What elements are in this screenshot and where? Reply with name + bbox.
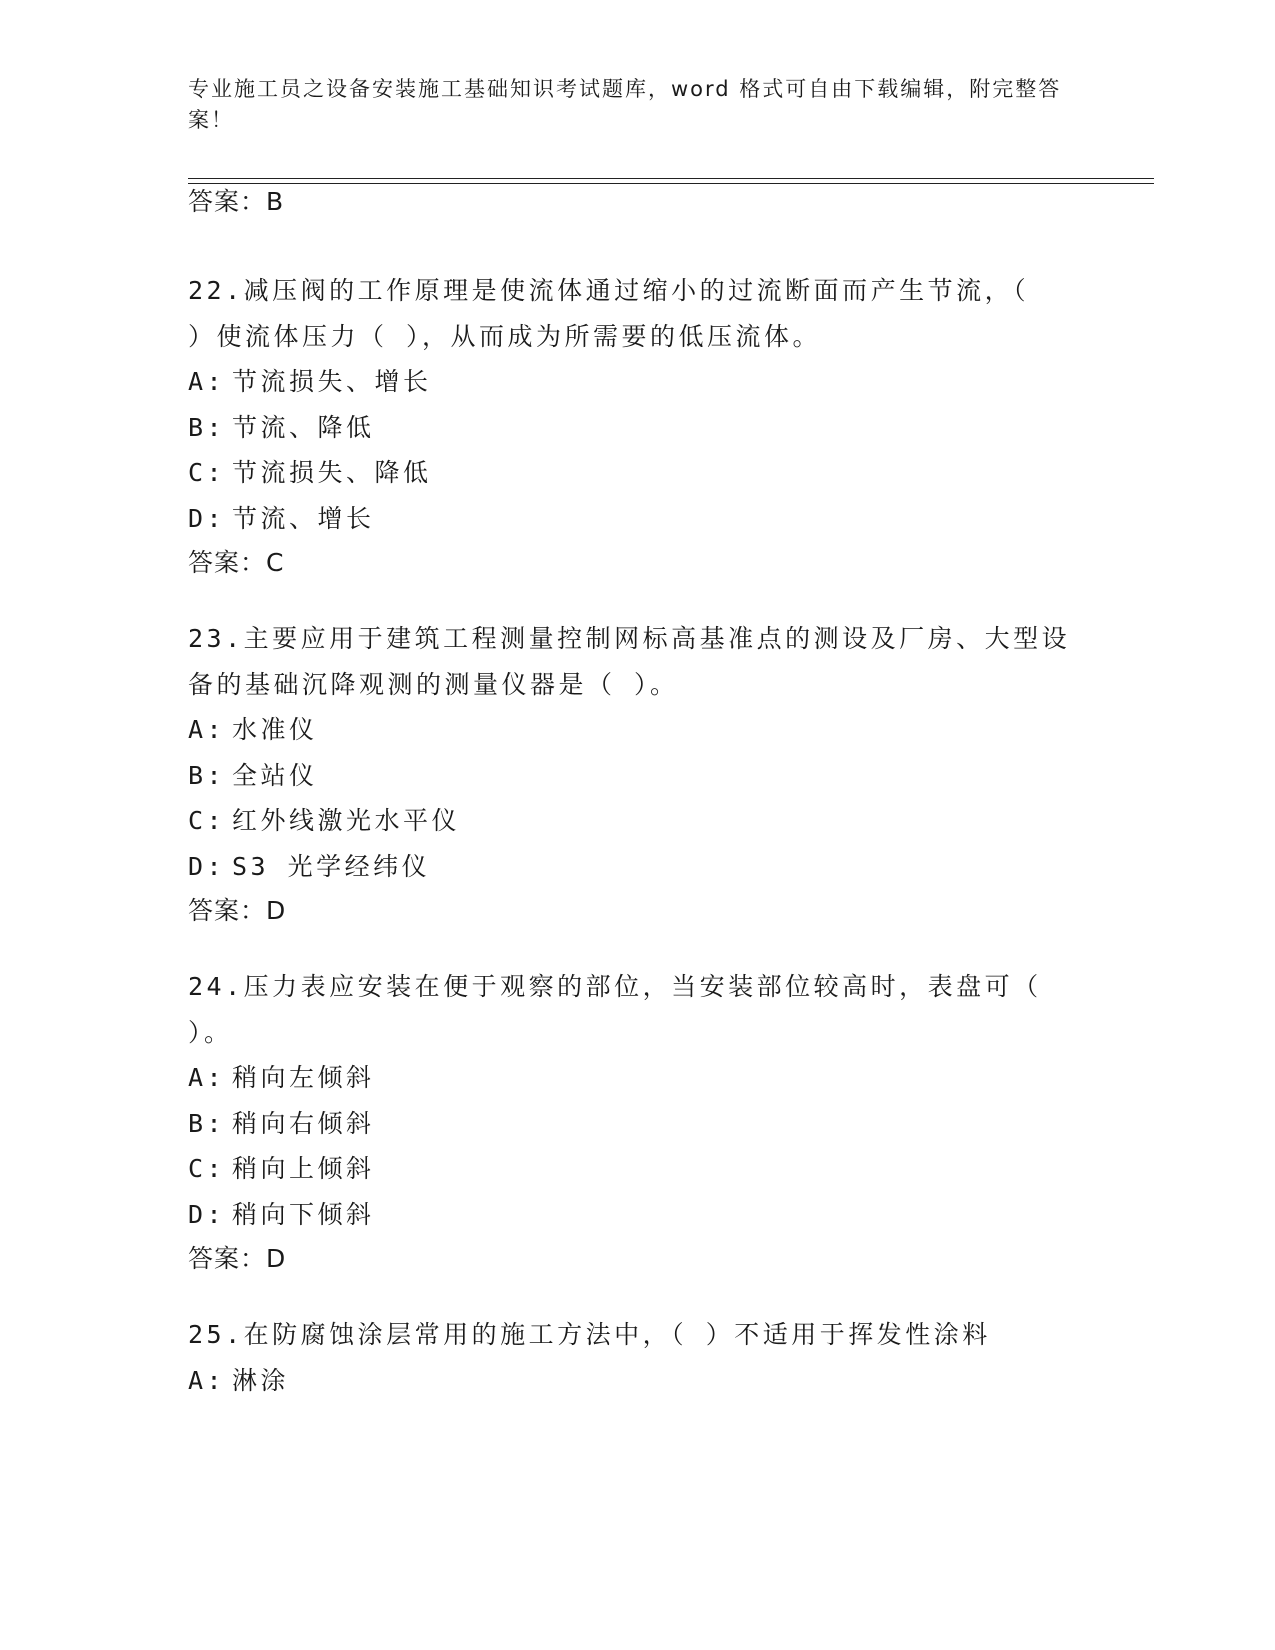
question-25 bbox=[188, 1312, 1088, 1403]
option-24-b bbox=[188, 1101, 1088, 1147]
option-23-d bbox=[188, 844, 1088, 890]
option-23-a bbox=[188, 707, 1088, 753]
question-23 bbox=[188, 616, 1088, 929]
answer-24: 答案：D bbox=[188, 1244, 287, 1273]
question-24-stem-line-2: ）。 bbox=[188, 1017, 233, 1047]
option-key: B: bbox=[188, 1108, 226, 1138]
question-22 bbox=[188, 268, 1088, 581]
option-25-a bbox=[188, 1358, 1088, 1404]
option-text: 节流、增长 bbox=[232, 503, 375, 533]
header-rule-top bbox=[188, 178, 1154, 179]
option-22-a bbox=[188, 359, 1088, 405]
option-text: 全站仪 bbox=[232, 760, 318, 790]
option-key: D: bbox=[188, 851, 226, 881]
option-text: 节流损失、增长 bbox=[232, 367, 432, 396]
option-key: A: bbox=[188, 715, 226, 744]
option-22-b bbox=[188, 405, 1088, 451]
option-23-b bbox=[188, 753, 1088, 799]
option-key: A: bbox=[188, 1365, 226, 1395]
answer-21: 答案：B bbox=[188, 187, 285, 216]
option-23-c bbox=[188, 798, 1088, 844]
option-key: C: bbox=[188, 458, 226, 487]
option-key: C: bbox=[188, 806, 226, 835]
option-text: 水准仪 bbox=[232, 715, 318, 744]
question-24-stem-line-1: 24.压力表应安装在便于观察的部位，当安装部位较高时，表盘可（ bbox=[188, 972, 1042, 1001]
question-22-stem-line-1: 22.减压阀的工作原理是使流体通过缩小的过流断面而产生节流，（ bbox=[188, 276, 1030, 305]
option-key: B: bbox=[188, 760, 226, 790]
option-key: A: bbox=[188, 367, 226, 396]
answer-23: 答案：D bbox=[188, 896, 287, 925]
option-text: 稍向右倾斜 bbox=[232, 1108, 375, 1138]
option-text: 稍向上倾斜 bbox=[232, 1154, 375, 1183]
option-key: D: bbox=[188, 1199, 226, 1229]
question-24 bbox=[188, 964, 1088, 1277]
answer-22: 答案：C bbox=[188, 548, 285, 577]
option-text: 节流损失、降低 bbox=[232, 458, 432, 487]
option-24-d bbox=[188, 1192, 1088, 1238]
option-22-d bbox=[188, 496, 1088, 542]
question-22-stem-line-2: ）使流体压力（ ），从而成为所需要的低压流体。 bbox=[188, 321, 822, 351]
option-text: S3 光学经纬仪 bbox=[232, 851, 431, 881]
question-23-stem-line-2: 备的基础沉降观测的测量仪器是（ ）。 bbox=[188, 669, 679, 699]
page-header: 专业施工员之设备安装施工基础知识考试题库，word 格式可自由下载编辑，附完整答案！ bbox=[188, 77, 1062, 132]
option-key: A: bbox=[188, 1063, 226, 1092]
option-key: C: bbox=[188, 1154, 226, 1183]
option-key: D: bbox=[188, 503, 226, 533]
option-key: B: bbox=[188, 412, 226, 442]
question-23-stem-line-1: 23.主要应用于建筑工程测量控制网标高基准点的测设及厂房、大型设 bbox=[188, 624, 1071, 653]
option-text: 节流、降低 bbox=[232, 412, 375, 442]
option-24-a bbox=[188, 1055, 1088, 1101]
option-24-c bbox=[188, 1146, 1088, 1192]
option-text: 稍向下倾斜 bbox=[232, 1199, 375, 1229]
option-22-c bbox=[188, 450, 1088, 496]
option-text: 稍向左倾斜 bbox=[232, 1063, 375, 1092]
question-25-stem-line-1: 25.在防腐蚀涂层常用的施工方法中，（ ）不适用于挥发性涂料 bbox=[188, 1320, 991, 1349]
option-text: 淋涂 bbox=[232, 1365, 290, 1395]
option-text: 红外线激光水平仪 bbox=[232, 806, 461, 835]
